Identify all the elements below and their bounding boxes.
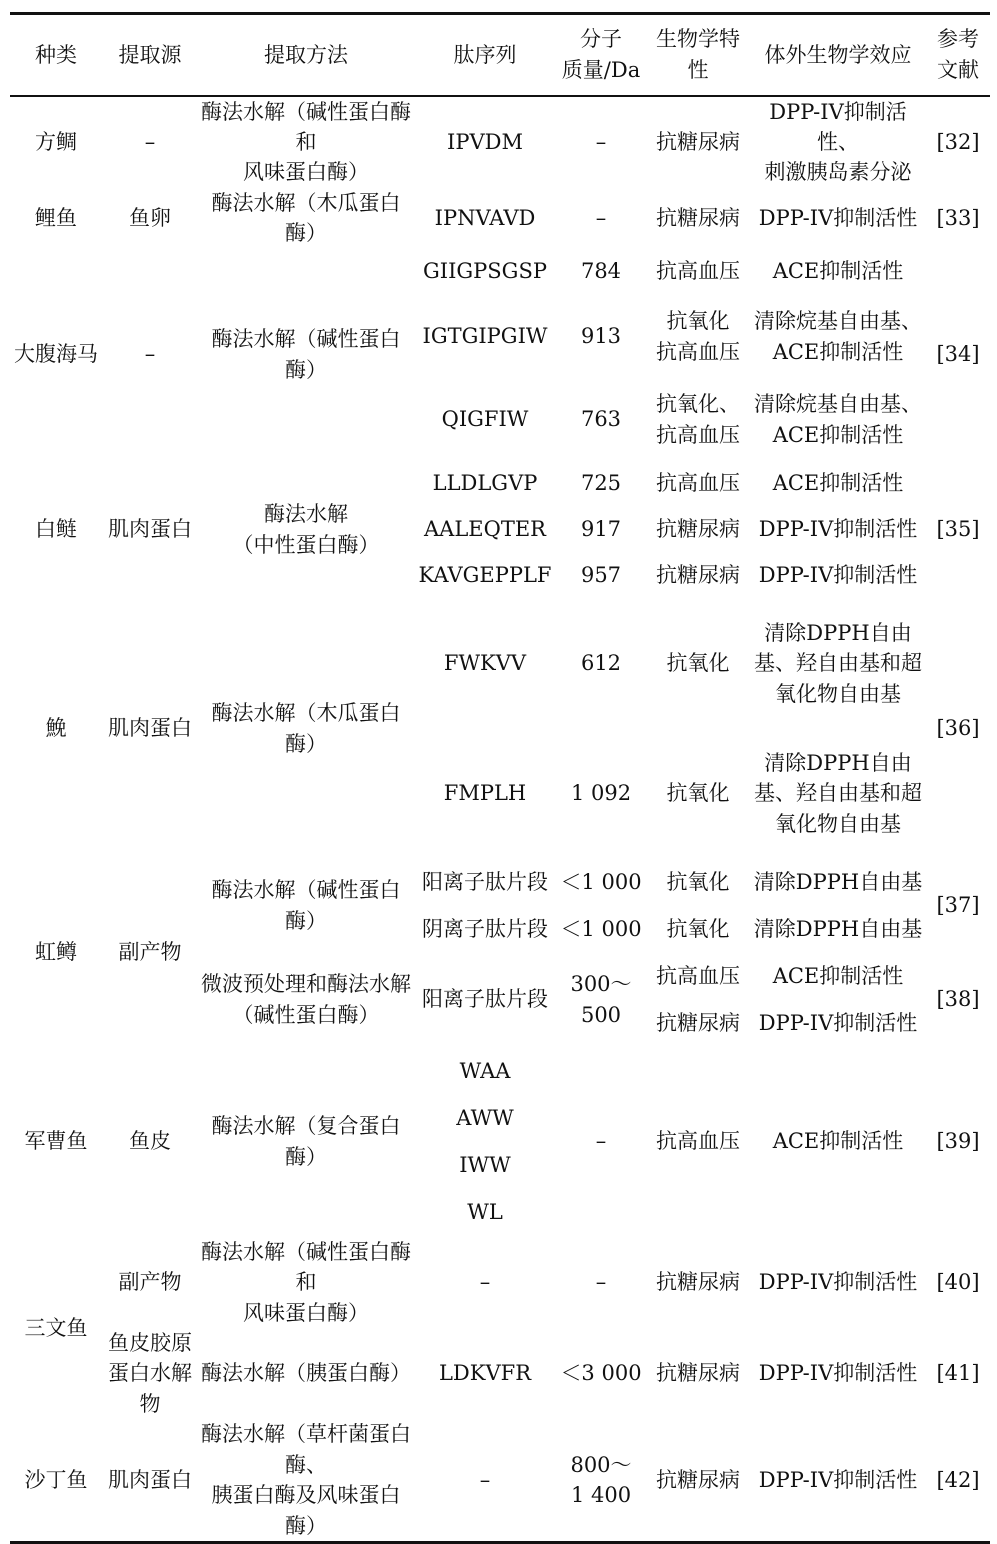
cell-method: 酶法水解（碱性蛋白酶）: [211, 327, 401, 382]
cell-ref: [33]: [936, 206, 980, 231]
cell-source: 副产物: [118, 940, 182, 965]
cell-mass: –: [595, 206, 607, 231]
cell-bio: 抗氧化: [666, 781, 730, 806]
cell-bio: 抗糖尿病: [656, 1361, 740, 1386]
cell-effect: DPP-IV抑制活性、 刺激胰岛素分泌: [764, 99, 912, 185]
cell-method: 酶法水解（草杆菌蛋白酶、 胰蛋白酶及风味蛋白酶）: [198, 1419, 414, 1542]
cell-peptide: IGTGIPGIW: [422, 324, 548, 349]
cell-peptide: –: [479, 1270, 491, 1295]
cell-mass: 917: [580, 517, 622, 542]
cell-mass: 300～500: [570, 972, 632, 1027]
cell-bio: 抗氧化: [666, 917, 730, 942]
cell-ref: [36]: [936, 716, 980, 741]
cell-source: 肌肉蛋白: [102, 1419, 198, 1542]
cell-mass: –: [595, 129, 607, 154]
cell-mass: 612: [580, 651, 622, 676]
cell-species: 沙丁鱼: [10, 1419, 102, 1542]
cell-peptide: IPVDM: [447, 129, 523, 154]
cell-peptide: QIGFIW: [441, 407, 529, 432]
cell-mass: 957: [580, 563, 622, 588]
cell-effect: ACE抑制活性: [772, 1129, 904, 1154]
cell-peptide: WAA AWW IWW WL: [456, 1058, 514, 1224]
cell-species: 军曹鱼: [24, 1129, 88, 1154]
header-mass: 分子 质量/Da: [556, 14, 646, 96]
cell-bio: 抗糖尿病: [656, 1270, 740, 1295]
cell-source: –: [144, 342, 156, 367]
cell-method: 酶法水解（碱性蛋白酶）: [211, 878, 401, 933]
cell-species: 鲤鱼: [35, 206, 77, 231]
cell-peptide: 阴离子肽片段: [422, 917, 548, 942]
cell-bio: 抗氧化: [666, 651, 730, 676]
cell-bio: 抗糖尿病: [656, 206, 740, 231]
cell-peptide: KAVGEPPLF: [418, 563, 552, 588]
table-row: [10, 188, 990, 249]
cell-effect: ACE抑制活性: [772, 471, 904, 496]
cell-mass: –: [595, 1270, 607, 1295]
header-species: 种类: [10, 14, 102, 96]
cell-ref: [32]: [936, 129, 980, 154]
cell-ref: [38]: [936, 987, 980, 1012]
cell-bio: 抗氧化: [666, 870, 730, 895]
cell-method: 酶法水解（木瓜蛋白酶）: [211, 701, 401, 756]
cell-species: 三文鱼: [24, 1315, 88, 1340]
cell-bio: 抗糖尿病: [646, 1419, 750, 1542]
cell-method: 酶法水解（木瓜蛋白酶）: [211, 190, 401, 246]
cell-source: 鱼皮胶原 蛋白水解物: [108, 1331, 192, 1416]
cell-ref: [41]: [936, 1361, 980, 1386]
cell-species: 大腹海马: [14, 342, 98, 367]
cell-bio: 抗高血压: [656, 471, 740, 496]
table-row: [10, 1328, 990, 1419]
cell-mass: ＜3 000: [560, 1361, 642, 1386]
cell-effect: ACE抑制活性: [772, 964, 904, 989]
cell-effect: DPP-IV抑制活性: [750, 1419, 926, 1542]
cell-bio: 抗高血压: [656, 1129, 740, 1154]
cell-effect: 清除烷基自由基、 ACE抑制活性: [754, 392, 922, 447]
cell-effect: DPP-IV抑制活性: [758, 1270, 918, 1295]
table-row: [10, 96, 990, 188]
cell-source: 鱼皮: [129, 1129, 171, 1154]
cell-source: 副产物: [118, 1270, 182, 1295]
cell-effect: 清除DPPH自由基: [753, 870, 923, 895]
cell-peptide: FWKVV: [443, 651, 527, 676]
cell-bio: 抗高血压: [656, 964, 740, 989]
cell-effect: DPP-IV抑制活性: [758, 1011, 918, 1036]
cell-mass: ＜1 000: [560, 870, 642, 895]
header-row: [10, 14, 990, 96]
cell-bio: 抗氧化 抗高血压: [656, 309, 740, 364]
cell-source: 鱼卵: [129, 206, 171, 231]
cell-ref: [34]: [936, 342, 980, 367]
table-row: [10, 859, 990, 907]
table-row: [10, 249, 990, 295]
cell-method: 酶法水解（胰蛋白酶）: [201, 1361, 411, 1386]
cell-bio: 抗糖尿病: [656, 563, 740, 588]
cell-peptide: IPNVAVD: [434, 206, 536, 231]
header-peptide: 肽序列: [414, 14, 556, 96]
cell-mass: 913: [580, 324, 622, 349]
table-row: [10, 1047, 990, 1237]
cell-bio: 抗高血压: [656, 259, 740, 284]
peptide-table: [10, 12, 990, 1544]
cell-ref: [42]: [926, 1419, 990, 1542]
table-row: [10, 599, 990, 729]
cell-effect: ACE抑制活性: [772, 259, 904, 284]
cell-species: 方鲷: [35, 129, 77, 154]
cell-ref: [35]: [936, 517, 980, 542]
cell-effect: DPP-IV抑制活性: [758, 206, 918, 231]
cell-mass: 725: [580, 471, 622, 496]
cell-effect: 清除烷基自由基、 ACE抑制活性: [754, 309, 922, 364]
cell-species: 鮸: [45, 716, 67, 741]
cell-source: –: [144, 129, 156, 154]
cell-ref: [37]: [936, 893, 980, 918]
cell-peptide: AALEQTER: [424, 517, 546, 542]
cell-peptide: LDKVFR: [438, 1361, 532, 1386]
header-source: 提取源: [102, 14, 198, 96]
cell-peptide: –: [414, 1419, 556, 1542]
cell-mass: –: [595, 1129, 607, 1154]
table-row: [10, 1237, 990, 1328]
cell-mass: 1 092: [570, 781, 632, 806]
cell-species: 白鲢: [35, 517, 77, 542]
cell-bio: 抗糖尿病: [656, 1011, 740, 1036]
cell-mass: ＜1 000: [560, 917, 642, 942]
cell-ref: [39]: [936, 1129, 980, 1154]
cell-mass: 784: [580, 259, 622, 284]
cell-peptide: LLDLGVP: [432, 471, 538, 496]
cell-bio: 抗氧化、 抗高血压: [656, 392, 740, 447]
cell-effect: 清除DPPH自由基: [753, 917, 923, 942]
cell-method: 酶法水解（碱性蛋白酶和 风味蛋白酶）: [201, 99, 411, 185]
table-row: [10, 461, 990, 507]
cell-effect: DPP-IV抑制活性: [758, 1361, 918, 1386]
cell-method: 酶法水解 （中性蛋白酶）: [232, 502, 380, 557]
cell-source: 肌肉蛋白: [108, 517, 192, 542]
cell-method: 微波预处理和酶法水解 （碱性蛋白酶）: [201, 972, 411, 1027]
header-effect: 体外生物学效应: [750, 14, 926, 96]
cell-effect: 清除DPPH自由 基、羟自由基和超 氧化物自由基: [754, 621, 922, 706]
cell-mass: 800～ 1 400: [556, 1419, 646, 1542]
cell-source: 肌肉蛋白: [108, 716, 192, 741]
cell-effect: 清除DPPH自由 基、羟自由基和超 氧化物自由基: [754, 751, 922, 836]
cell-peptide: 阳离子肽片段: [422, 870, 548, 895]
cell-peptide: 阳离子肽片段: [422, 987, 548, 1012]
cell-ref: [40]: [936, 1270, 980, 1295]
header-method: 提取方法: [198, 14, 414, 96]
header-bio: 生物学特性: [646, 14, 750, 96]
cell-effect: DPP-IV抑制活性: [758, 517, 918, 542]
cell-peptide: GIIGPSGSP: [423, 259, 547, 284]
table-row: [10, 1419, 990, 1542]
cell-mass: 763: [580, 407, 622, 432]
cell-method: 酶法水解（碱性蛋白酶和 风味蛋白酶）: [201, 1239, 411, 1325]
cell-method: 酶法水解（复合蛋白酶）: [211, 1114, 401, 1169]
cell-bio: 抗糖尿病: [656, 129, 740, 154]
cell-peptide: FMPLH: [443, 781, 527, 806]
cell-species: 虹鳟: [35, 940, 77, 965]
cell-bio: 抗糖尿病: [656, 517, 740, 542]
header-ref: 参考 文献: [926, 14, 990, 96]
cell-effect: DPP-IV抑制活性: [758, 563, 918, 588]
